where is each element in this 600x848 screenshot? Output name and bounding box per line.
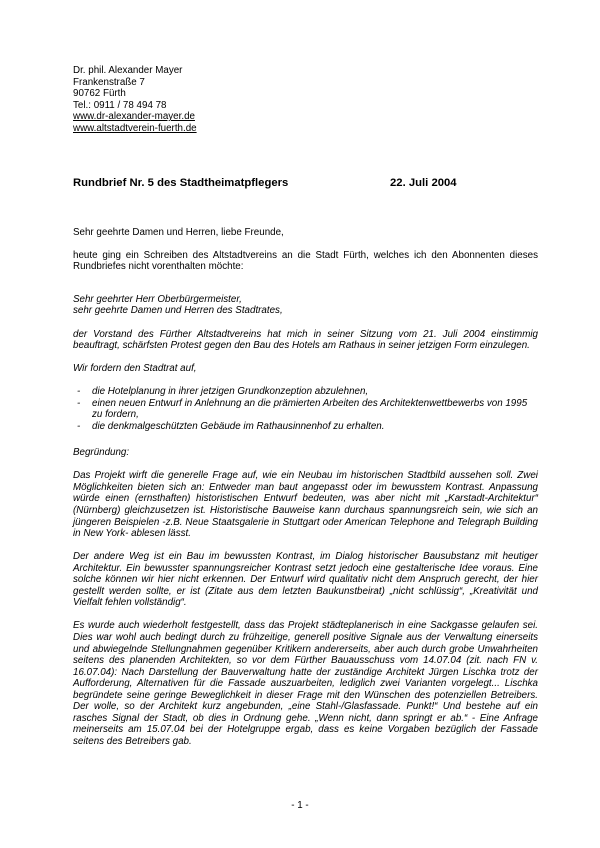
sender-phone: Tel.: 0911 / 78 494 78 (73, 99, 167, 111)
quoted-letter (73, 294, 538, 748)
page-number: - 1 - (291, 800, 309, 811)
letter-salutation-line2: sehr geehrte Damen und Herren des Stadtrates, (73, 305, 283, 317)
list-item (73, 386, 538, 398)
salutation-line: Sehr geehrte Damen und Herren, liebe Freunde, (73, 227, 284, 239)
letter-paragraph-contrast: Der andere Weg ist ein Bau im bewussten Kontrast, im Dialog historischer Bausubstanz mit heutiger Architektur. Ein bewusster spannungsreicher Kontrast setzt jedoch eine gestalterische Idee voraus. Eine solche können wir hier nicht erkennen. Der Entwurf wird qualitativ nicht dem Anspruch gerecht, der hier gestellt werden sollte, er ist (Zitate aus dem letzten Baukunstbeirat) „nicht schlüssig“, „Kreativität und Vielfalt fehlen vollständig“. (73, 551, 538, 609)
document-title-row (73, 177, 538, 190)
document-date: 22. Juli 2004 (390, 177, 457, 190)
dash-bullet: - (77, 420, 81, 432)
letter-paragraph-project: Das Projekt wirft die generelle Frage auf, wie ein Neubau im historischen Stadtbild aussehen soll. Zwei Möglichkeiten bieten sich an: Entweder man baut angepasst oder im bewusstem Kontrast. Anpassung würde einen (ernsthaften) historistischen Entwurf bedeuten, was aber nicht mit „Karstadt-Architektur“ (Nürnberg) gleichzusetzen ist. Historistische Bauweise kann durchaus spannungsreich sein, wie sich an jüngeren Beispielen -z.B. Neue Staatsgalerie in Stuttgart oder American Telephone and Telegraph Building in New York- ablesen lässt. (73, 470, 538, 540)
sender-city: 90762 Fürth (73, 88, 126, 100)
list-item-text: die Hotelplanung in ihrer jetzigen Grundkonzeption abzulehnen, (92, 386, 369, 398)
letter-salutation-line1: Sehr geehrter Herr Oberbürgermeister, (73, 293, 242, 305)
dash-bullet: - (77, 386, 81, 398)
list-item (73, 421, 538, 433)
list-item-text: einen neuen Entwurf in Anlehnung an die prämierten Arbeiten des Architektenwettbewerbs von 1995 zu fordern, (92, 397, 528, 421)
letter-salutation (73, 294, 538, 317)
letter-paragraph-mandate: der Vorstand des Fürther Altstadtvereins hat mich in seiner Sitzung vom 21. Juli 2004 einstimmig beauftragt, schärfsten Protest gegen den Bau des Hotels am Rathaus in seiner jetzigen Form einzulegen. (73, 328, 538, 352)
reason-heading: Begründung: (73, 447, 130, 459)
sender-url-personal[interactable]: www.dr-alexander-mayer.de (73, 111, 195, 123)
sender-address-block (73, 65, 538, 134)
sender-street: Frankenstraße 7 (73, 76, 145, 88)
sender-name: Dr. phil. Alexander Mayer (73, 65, 183, 76)
sender-url-verein[interactable]: www.altstadtverein-fuerth.de (73, 122, 197, 134)
letter-paragraph-deadend: Es wurde auch wiederholt festgestellt, dass das Projekt städteplanerisch in eine Sackgasse gelaufen sei. Dies war wohl auch bedingt durch zu frühzeitige, generell positive Signale aus der Verwaltung einerseits und abwiegelnde Stellungnahmen gegenüber Kritikern andererseits, aber auch durch grobe Unwahrheiten seitens des planenden Architekten, so vor dem Fürther Bauausschuss vom 14.07.04 (zit. nach FN v. 16.07.04): Nach Darstellung der Bauverwaltung hatte der zuständige Architekt Jürgen Lischka trotz der Aufforderung, Alternativen für die Fassade auszuarbeiten, lediglich zwei Varianten vorgelegt... Lischka begründete seine geringe Beweglichkeit in dieser Frage mit den Wünschen des potenziellen Betreibers. Der wolle, so der Architekt kurz angebunden, „eine Stahl-/Glasfassade. Punkt!“ Und bestehe auf ein rasches Signal der Stadt, ob dies in Ordnung gehe. „Wenn nicht, dann springt er ab.“ - Eine Anfrage meinerseits am 15.07.04 bei der Hotelgruppe ergab, dass es keine Vorgaben bezüglich der Fassade seitens des Betreibers gab. (73, 620, 538, 747)
page-content (73, 65, 538, 747)
dash-bullet: - (77, 397, 81, 409)
list-item (73, 398, 538, 421)
list-item-text: die denkmalgeschützten Gebäude im Rathausinnenhof zu erhalten. (92, 420, 385, 432)
demand-list (73, 386, 538, 432)
intro-paragraph: heute ging ein Schreiben des Altstadtvereins an die Stadt Fürth, welches ich den Abonnenten dieses Rundbriefes nicht vorenthalten möchte: (73, 249, 538, 273)
document-title: Rundbrief Nr. 5 des Stadtheimatpflegers (73, 177, 289, 190)
demand-intro-line: Wir fordern den Stadtrat auf, (73, 363, 197, 375)
